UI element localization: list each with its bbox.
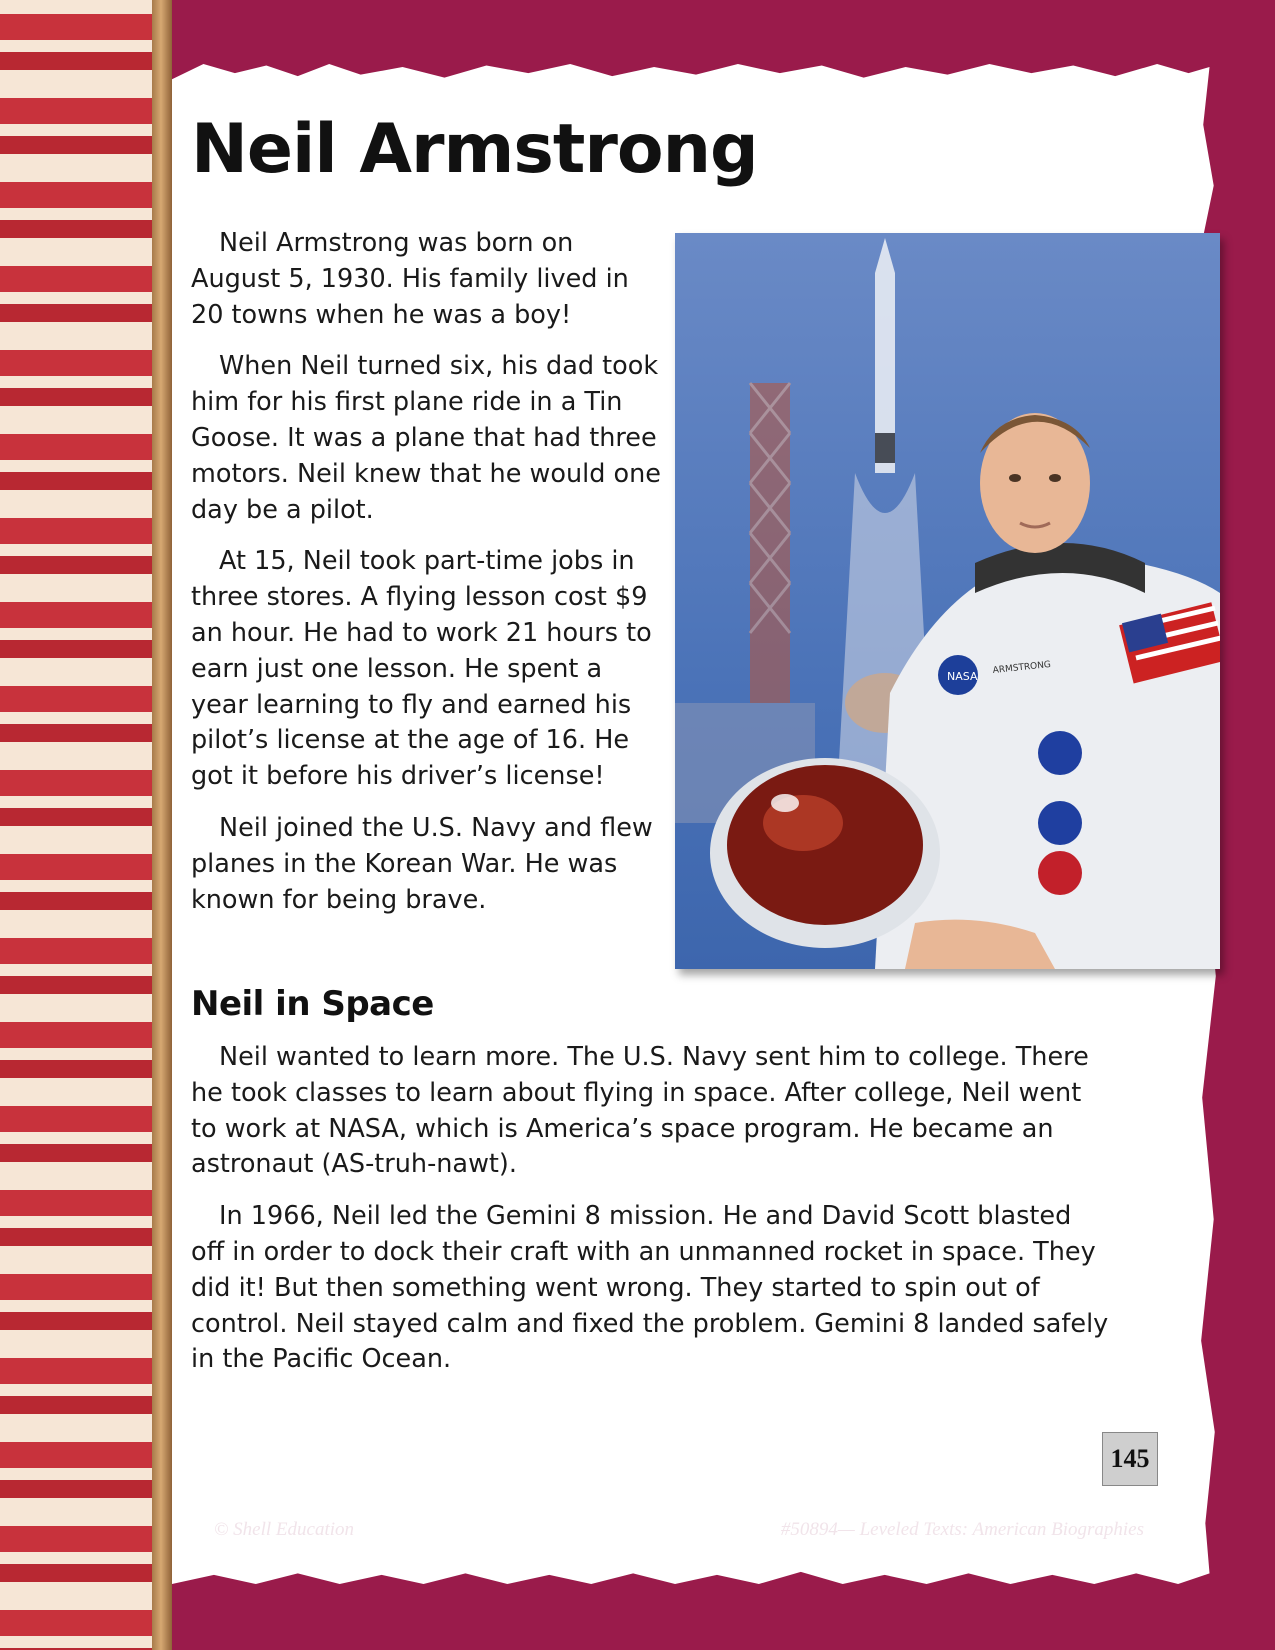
paragraph-gemini: In 1966, Neil led the Gemini 8 mission. He and David Scott blasted off in order to dock their craft with an unmanned rocket in space. They did it! But then something went wrong. They started to spin out of control. Neil stayed calm and fixed the problem. Gemini 8 landed safely in the Pacific Ocean. [191,1201,1109,1375]
paragraph-first-plane-ride: When Neil turned six, his dad took him for his first plane ride in a Tin Goose. It was a plane that had three motors. Neil knew that he would one day be a pilot. [191,351,661,525]
spacesuit [875,543,1220,969]
paragraph-birth: Neil Armstrong was born on August 5, 1930. His family lived in 20 towns when he was a boy! [191,228,629,330]
astronaut-head [980,413,1090,553]
nasa-patch-label: NASA [947,670,978,683]
astronaut-illustration [675,233,1220,969]
space-text-block [191,1040,1111,1394]
page-title: Neil Armstrong [191,110,758,189]
launch-tower [675,383,815,823]
paragraph-pilot-license: At 15, Neil took part-time jobs in three stores. A flying lesson cost $9 an hour. He had to work 21 hours to earn just one lesson. He spent a year learning to fly and earned his pilot’s license at the age of 16. He got it before his driver’s license! [191,546,652,792]
paragraph-navy: Neil joined the U.S. Navy and flew planes in the Korean War. He was known for being brave. [191,812,653,915]
helmet [710,758,940,948]
book-spine [152,0,172,1650]
paragraph-nasa: Neil wanted to learn more. The U.S. Navy sent him to college. There he took classes to learn about flying in space. After college, Neil went to work at NASA, which is America’s space program. He became an astronaut (AS-truh-nawt). [191,1042,1089,1180]
footer-copyright: © Shell Education [214,1519,355,1540]
striped-border [0,0,155,1650]
intro-text-column [191,226,661,934]
astronaut-photo [675,233,1220,969]
page-number-box: 145 [1102,1432,1158,1486]
footer-book-title: #50894— Leveled Texts: American Biographies [780,1519,1144,1540]
section-subheading: Neil in Space [191,984,434,1024]
name-tag-label: ARMSTRONG [992,659,1052,676]
